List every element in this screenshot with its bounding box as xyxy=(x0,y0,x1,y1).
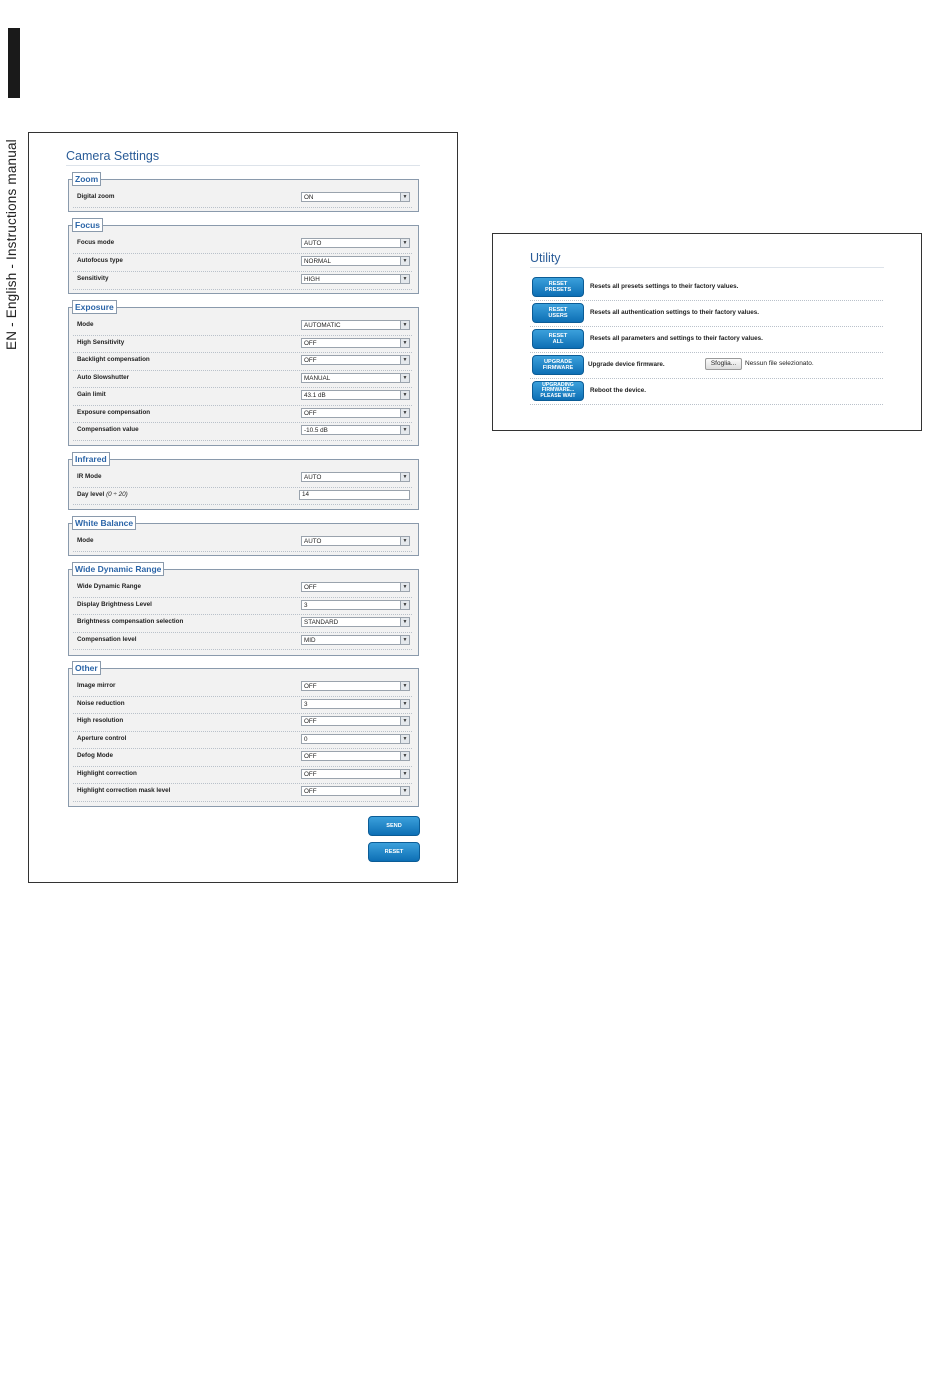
chevron-down-icon: ▼ xyxy=(400,787,409,795)
chevron-down-icon: ▼ xyxy=(400,409,409,417)
noise-reduction-select[interactable]: 3 ▼ xyxy=(301,699,410,709)
white-balance-fieldset xyxy=(68,518,419,556)
wb-mode-select[interactable]: AUTO ▼ xyxy=(301,536,410,546)
chevron-down-icon: ▼ xyxy=(400,321,409,329)
gain-limit-label: Gain limit xyxy=(77,391,106,398)
chevron-down-icon: ▼ xyxy=(400,193,409,201)
day-level-range-hint: (0 ÷ 20) xyxy=(106,490,128,498)
chevron-down-icon: ▼ xyxy=(400,636,409,644)
brightness-compensation-select[interactable]: STANDARD ▼ xyxy=(301,617,410,627)
utility-row-upgrade-firmware xyxy=(530,353,883,379)
focus-legend: Focus xyxy=(72,218,103,232)
compensation-value-select[interactable]: -10.5 dB ▼ xyxy=(301,425,410,435)
brightness-compensation-label: Brightness compensation selection xyxy=(77,618,184,625)
setting-row-autofocus-type xyxy=(73,254,412,272)
exposure-compensation-label: Exposure compensation xyxy=(77,408,151,416)
setting-row-noise-reduction xyxy=(73,697,412,715)
setting-row-highlight-correction xyxy=(73,767,412,785)
reset-all-button[interactable]: RESET ALL xyxy=(532,329,584,349)
reset-presets-description: Resets all presets settings to their factory values. xyxy=(590,283,739,290)
upgrade-firmware-button[interactable]: UPGRADE FIRMWARE xyxy=(532,355,584,375)
reboot-button[interactable]: UPGRADING FIRMWARE... PLEASE WAIT xyxy=(532,381,584,401)
reset-users-description: Resets all authentication settings to their factory values. xyxy=(590,309,760,316)
reset-users-button[interactable]: RESET USERS xyxy=(532,303,584,323)
utility-row-reboot xyxy=(530,379,883,405)
focus-fieldset xyxy=(68,220,419,294)
camera-settings-title: Camera Settings xyxy=(66,149,420,166)
reboot-description: Reboot the device. xyxy=(590,387,646,394)
ir-mode-select[interactable]: AUTO ▼ xyxy=(301,472,410,482)
focus-mode-select[interactable]: AUTO ▼ xyxy=(301,238,410,248)
wb-mode-label: Mode xyxy=(77,537,94,544)
setting-row-exposure-compensation xyxy=(73,406,412,424)
chevron-down-icon: ▼ xyxy=(400,682,409,690)
aperture-control-select[interactable]: 0 ▼ xyxy=(301,734,410,744)
setting-row-backlight-compensation xyxy=(73,353,412,371)
exposure-mode-select[interactable]: AUTOMATIC ▼ xyxy=(301,320,410,330)
reset-button[interactable]: RESET xyxy=(368,842,420,862)
setting-row-image-mirror xyxy=(73,679,412,697)
setting-row-sensitivity xyxy=(73,272,412,290)
chevron-down-icon: ▼ xyxy=(400,473,409,481)
autofocus-type-select[interactable]: NORMAL ▼ xyxy=(301,256,410,266)
white-balance-legend: White Balance xyxy=(72,516,136,530)
digital-zoom-select[interactable]: ON ▼ xyxy=(301,192,410,202)
camera-settings-panel xyxy=(28,132,458,883)
setting-row-focus-mode xyxy=(73,236,412,254)
chevron-down-icon: ▼ xyxy=(400,275,409,283)
compensation-value-label: Compensation value xyxy=(77,426,139,433)
setting-row-compensation-level xyxy=(73,633,412,651)
noise-reduction-label: Noise reduction xyxy=(77,699,125,707)
chevron-down-icon: ▼ xyxy=(400,618,409,626)
exposure-compensation-select[interactable]: OFF ▼ xyxy=(301,408,410,418)
image-mirror-label: Image mirror xyxy=(77,682,116,689)
auto-slowshutter-select[interactable]: MANUAL ▼ xyxy=(301,373,410,383)
other-fieldset xyxy=(68,663,419,807)
setting-row-day-level xyxy=(73,488,412,506)
autofocus-type-label: Autofocus type xyxy=(77,257,123,264)
zoom-legend: Zoom xyxy=(72,172,101,186)
chevron-down-icon: ▼ xyxy=(400,601,409,609)
chevron-down-icon: ▼ xyxy=(400,257,409,265)
setting-row-aperture-control xyxy=(73,732,412,750)
display-brightness-label: Display Brightness Level xyxy=(77,600,152,608)
chevron-down-icon: ▼ xyxy=(400,752,409,760)
gain-limit-select[interactable]: 43.1 dB ▼ xyxy=(301,390,410,400)
exposure-mode-label: Mode xyxy=(77,321,94,328)
file-selection-status: Nessun file selezionato. xyxy=(745,360,814,367)
chevron-down-icon: ▼ xyxy=(400,239,409,247)
highlight-correction-select[interactable]: OFF ▼ xyxy=(301,769,410,779)
wdr-legend: Wide Dynamic Range xyxy=(72,562,164,576)
image-mirror-select[interactable]: OFF ▼ xyxy=(301,681,410,691)
chevron-down-icon: ▼ xyxy=(400,583,409,591)
reset-all-description: Resets all parameters and settings to their factory values. xyxy=(590,335,763,342)
highlight-correction-label: Highlight correction xyxy=(77,769,137,777)
high-sensitivity-select[interactable]: OFF ▼ xyxy=(301,338,410,348)
ir-mode-label: IR Mode xyxy=(77,473,102,480)
highlight-mask-level-select[interactable]: OFF ▼ xyxy=(301,786,410,796)
day-level-input[interactable] xyxy=(299,490,410,500)
defog-mode-select[interactable]: OFF ▼ xyxy=(301,751,410,761)
high-resolution-label: High resolution xyxy=(77,717,124,724)
utility-row-reset-users xyxy=(530,301,883,327)
chevron-down-icon: ▼ xyxy=(400,391,409,399)
utility-row-reset-presets xyxy=(530,275,883,301)
digital-zoom-label: Digital zoom xyxy=(77,193,115,200)
browse-file-button[interactable]: Sfoglia... xyxy=(705,358,742,370)
chevron-down-icon: ▼ xyxy=(400,339,409,347)
utility-panel xyxy=(492,233,922,431)
highlight-mask-level-label: Highlight correction mask level xyxy=(77,787,171,794)
setting-row-gain-limit xyxy=(73,388,412,406)
defog-mode-label: Defog Mode xyxy=(77,752,114,759)
wdr-fieldset xyxy=(68,564,419,656)
setting-row-exposure-mode xyxy=(73,318,412,336)
section-marker-bar xyxy=(8,28,20,98)
other-legend: Other xyxy=(72,661,101,675)
backlight-compensation-label: Backlight compensation xyxy=(77,356,150,363)
setting-row-ir-mode xyxy=(73,470,412,488)
high-sensitivity-label: High Sensitivity xyxy=(77,338,125,346)
send-button[interactable]: SEND xyxy=(368,816,420,836)
chevron-down-icon: ▼ xyxy=(400,537,409,545)
high-resolution-select[interactable]: OFF ▼ xyxy=(301,716,410,726)
chevron-down-icon: ▼ xyxy=(400,770,409,778)
infrared-legend: Infrared xyxy=(72,452,110,466)
exposure-fieldset xyxy=(68,302,419,446)
chevron-down-icon: ▼ xyxy=(400,374,409,382)
compensation-level-select[interactable]: MID ▼ xyxy=(301,635,410,645)
setting-row-auto-slowshutter xyxy=(73,371,412,389)
aperture-control-label: Aperture control xyxy=(77,734,127,742)
focus-mode-label: Focus mode xyxy=(77,239,115,246)
chevron-down-icon: ▼ xyxy=(400,735,409,743)
setting-row-high-sensitivity xyxy=(73,336,412,354)
setting-row-brightness-compensation xyxy=(73,615,412,633)
chevron-down-icon: ▼ xyxy=(400,700,409,708)
setting-row-digital-zoom xyxy=(73,190,412,208)
setting-row-highlight-mask-level xyxy=(73,784,412,802)
day-level-label: Day level (0 ÷ 20) xyxy=(77,490,128,498)
utility-row-reset-all xyxy=(530,327,883,353)
manual-side-label: EN - English - Instructions manual xyxy=(4,139,19,350)
reset-presets-button[interactable]: RESET PRESETS xyxy=(532,277,584,297)
exposure-legend: Exposure xyxy=(72,300,117,314)
sensitivity-label: Sensitivity xyxy=(77,275,109,282)
setting-row-compensation-value xyxy=(73,423,412,441)
setting-row-defog-mode xyxy=(73,749,412,767)
display-brightness-select[interactable]: 3 ▼ xyxy=(301,600,410,610)
setting-row-wb-mode xyxy=(73,534,412,552)
upgrade-firmware-description: Upgrade device firmware. xyxy=(588,361,665,368)
wdr-select[interactable]: OFF ▼ xyxy=(301,582,410,592)
compensation-level-label: Compensation level xyxy=(77,635,137,643)
chevron-down-icon: ▼ xyxy=(400,426,409,434)
setting-row-display-brightness xyxy=(73,598,412,616)
infrared-fieldset xyxy=(68,454,419,510)
chevron-down-icon: ▼ xyxy=(400,356,409,364)
setting-row-wdr xyxy=(73,580,412,598)
wdr-label: Wide Dynamic Range xyxy=(77,583,141,590)
sensitivity-select[interactable]: HIGH ▼ xyxy=(301,274,410,284)
backlight-compensation-select[interactable]: OFF ▼ xyxy=(301,355,410,365)
setting-row-high-resolution xyxy=(73,714,412,732)
chevron-down-icon: ▼ xyxy=(400,717,409,725)
utility-title: Utility xyxy=(530,251,884,268)
auto-slowshutter-label: Auto Slowshutter xyxy=(77,373,130,381)
zoom-fieldset xyxy=(68,174,419,212)
